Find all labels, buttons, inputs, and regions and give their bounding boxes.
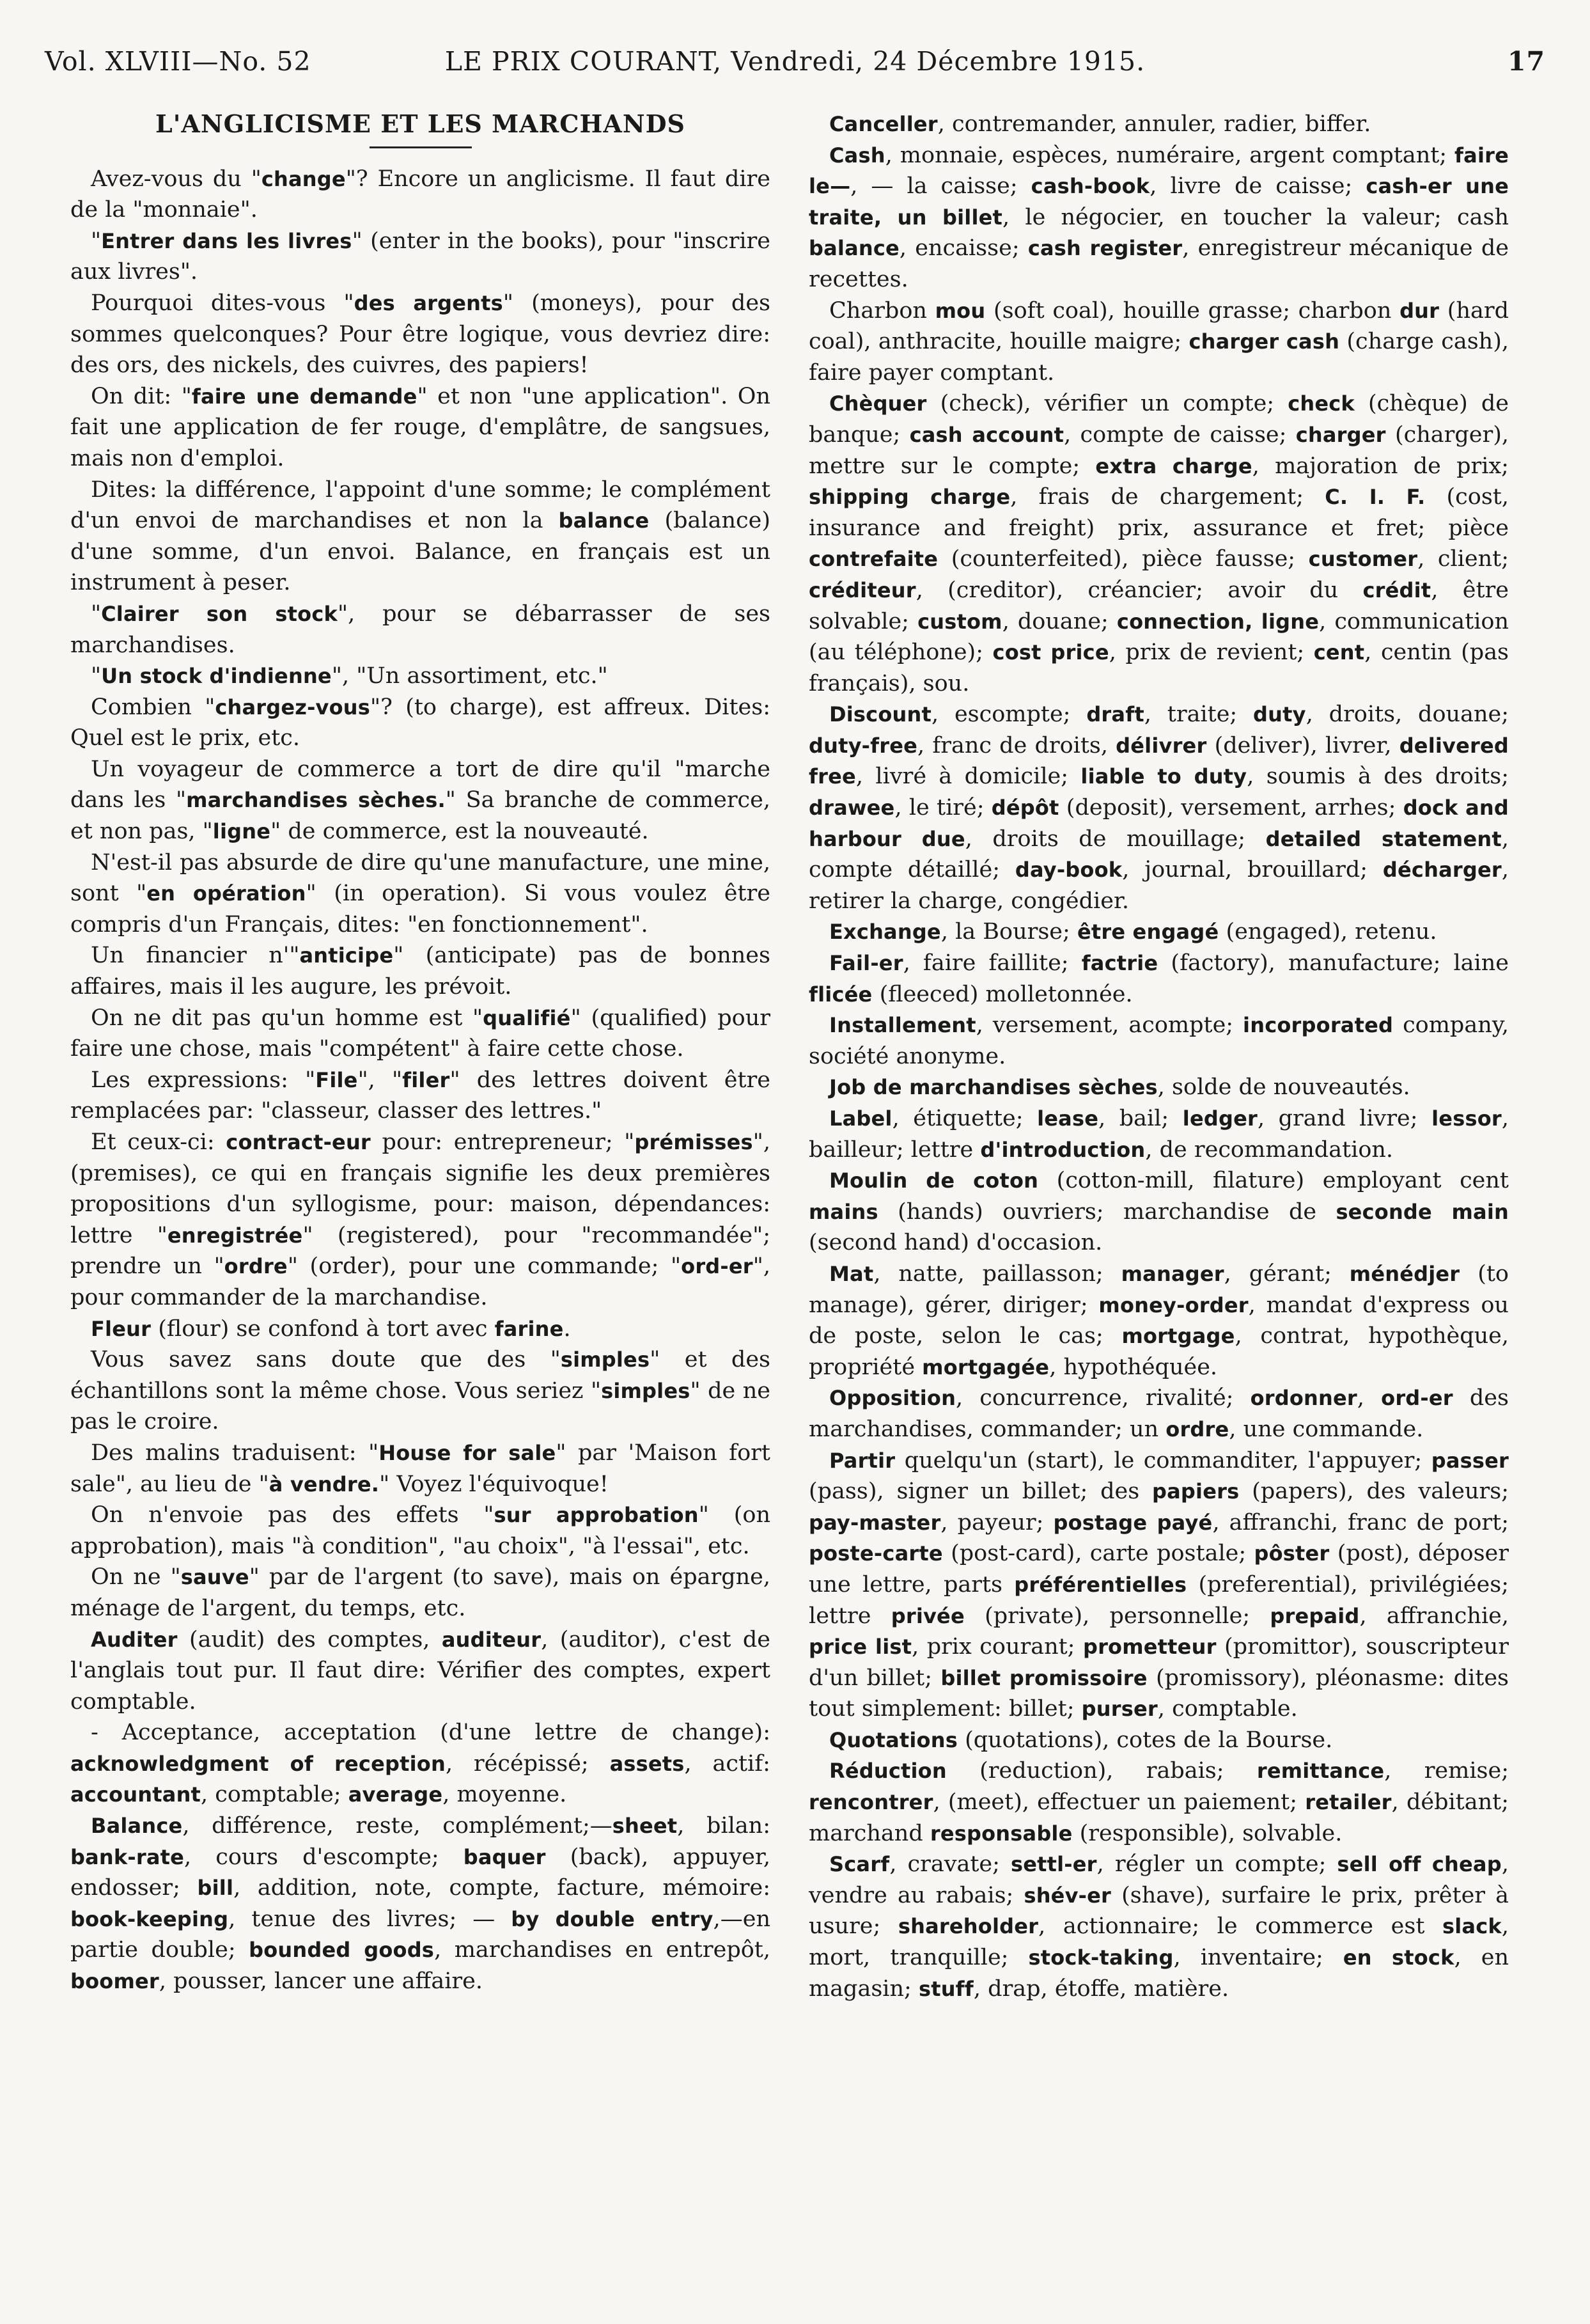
- article-paragraph: On ne "sauve" par de l'argent (to save), mais on épargne, ménage de l'argent, du temps, etc.: [70, 1564, 770, 1621]
- article-paragraph: Installement, versement, acompte; incorporated company, société anonyme.: [809, 1012, 1509, 1069]
- article-paragraph: Discount, escompte; draft, traite; duty, droits, douane; duty-free, franc de droits, délivrer (deliver), livrer, delivered free, livré à domicile; liable to duty, soumis à des droits; drawee, le tiré; dépôt (deposit), versement, arrhes; dock and harbour due, droits de mouillage; detailed statement, compte détaillé; day-book, journal, brouillard; décharger, retirer la charge, congédier.: [809, 702, 1509, 914]
- right-column: [809, 109, 1509, 2004]
- article-paragraph: Un financier n'"anticipe" (anticipate) pas de bonnes affaires, mais il les augure, les prévoit.: [70, 943, 770, 1000]
- article-paragraph: Les expressions: "File", "filer" des lettres doivent être remplacées par: "classeur, classer des lettres.": [70, 1067, 771, 1124]
- article-paragraph: Scarf, cravate; settl-er, régler un compte; sell off cheap, vendre au rabais; shév-er (shave), surfaire le prix, prêter à usure; shareholder, actionnaire; le commerce est slack, mort, tranquille; stock-taking, inventaire; en stock, en magasin; stuff, drap, étoffe, matière.: [809, 1851, 1509, 2002]
- article-paragraph: Quotations (quotations), cotes de la Bourse.: [829, 1727, 1333, 1753]
- article-paragraph: Et ceux-ci: contract-eur pour: entrepreneur; "prémisses", (premises), ce qui en français signifie les deux premières propositions d'un syllogisme, pour: maison, dépendances: lettre "enregistrée" (registered), pour "recommandée"; prendre un "ordre" (order), pour une commande; "ord-er", pour commander de la marchandise.: [70, 1129, 771, 1310]
- volume-number: Vol. XLVIII—No. 52: [45, 46, 311, 77]
- article-paragraph: Des malins traduisent: "House for sale" par 'Maison fort sale", au lieu de "à vendre." Voyez l'équivoque!: [70, 1440, 770, 1497]
- article-paragraph: Moulin de coton (cotton-mill, filature) employant cent mains (hands) ouvriers; marchandise de seconde main (second hand) d'occasion.: [809, 1168, 1509, 1256]
- article-paragraph: Exchange, la Bourse; être engagé (engaged), retenu.: [829, 919, 1437, 945]
- article-paragraph: N'est-il pas absurde de dire qu'une manufacture, une mine, sont "en opération" (in operation). Si vous voulez être compris d'un Français, dites: "en fonctionnement".: [70, 849, 770, 938]
- masthead: LE PRIX COURANT, Vendredi, 24 Décembre 1915.: [444, 46, 1146, 77]
- left-column-body: [70, 164, 770, 1997]
- article-paragraph: Pourquoi dites-vous "des argents" (moneys), pour des sommes quelconques? Pour être logique, vous devriez dire: des ors, des nickels, des cuivres, des papiers!: [70, 290, 770, 379]
- article-paragraph: On ne dit pas qu'un homme est "qualifié" (qualified) pour faire une chose, mais "compétent" à faire cette chose.: [70, 1005, 770, 1062]
- article-paragraph: Canceller, contremander, annuler, radier, biffer.: [829, 111, 1371, 137]
- article-paragraph: Job de marchandises sèches, solde de nouveautés.: [829, 1074, 1410, 1101]
- article-paragraph: Balance, différence, reste, complément;—sheet, bilan: bank-rate, cours d'escompte; baquer (back), appuyer, endosser; bill, addition, note, compte, facture, mémoire: book-keeping, tenue des livres; — by double entry,—en partie double; bounded goods, marchandises en entrepôt, boomer, pousser, lancer une affaire.: [70, 1813, 771, 1995]
- title-rule: [370, 146, 472, 148]
- article-paragraph: Opposition, concurrence, rivalité; ordonner, ord-er des marchandises, commander; un ordre, une commande.: [809, 1385, 1509, 1442]
- article-paragraph: Mat, natte, paillasson; manager, gérant; ménédjer (to manage), gérer, diriger; money-order, mandat d'express ou de poste, selon le cas; mortgage, contrat, hypothèque, propriété mortgagée, hypothéquée.: [809, 1260, 1509, 1380]
- article-paragraph: Chèquer (check), vérifier un compte; check (chèque) de banque; cash account, compte de caisse; charger (charger), mettre sur le compte; extra charge, majoration de prix; shipping charge, frais de chargement; C. I. F. (cost, insurance and freight) prix, assurance et fret; pièce contrefaite (counterfeited), pièce fausse; customer, client; créditeur, (creditor), créancier; avoir du crédit, être solvable; custom, douane; connection, ligne, communication (au téléphone); cost price, prix de revient; cent, centin (pas français), sou.: [809, 391, 1509, 696]
- article-paragraph: Combien "chargez-vous"? (to charge), est affreux. Dites: Quel est le prix, etc.: [70, 694, 770, 751]
- article-paragraph: Fleur (flour) se confond à tort avec farine.: [91, 1315, 571, 1342]
- article-title: L'ANGLICISME ET LES MARCHANDS: [155, 109, 685, 138]
- article-paragraph: "Clairer son stock", pour se débarrasser de ses marchandises.: [70, 601, 770, 658]
- article-paragraph: Label, étiquette; lease, bail; ledger, grand livre; lessor, bailleur; lettre d'introduction, de recommandation.: [809, 1106, 1509, 1163]
- article-paragraph: On n'envoie pas des effets "sur approbation" (on approbation), mais "à condition", "au choix", "à l'essai", etc.: [70, 1502, 771, 1559]
- article-paragraph: Partir quelqu'un (start), le commanditer, l'appuyer; passer (pass), signer un billet; des papiers (papers), des valeurs; pay-master, payeur; postage payé, affranchi, franc de port; poste-carte (post-card), carte postale; pôster (post), déposer une lettre, parts préférentielles (preferential), privilégiées; lettre privée (private), personnelle; prepaid, affranchie, price list, prix courant; prometteur (promittor), souscripteur d'un billet; billet promissoire (promissory), pléonasme: dites tout simplement: billet; purser, comptable.: [809, 1447, 1509, 1722]
- article-paragraph: On dit: "faire une demande" et non "une application". On fait une application de fer rouge, d'emplâtre, de sangsues, mais non d'emploi.: [70, 383, 770, 471]
- article-paragraph: Avez-vous du "change"? Encore un anglicisme. Il faut dire de la "monnaie".: [70, 166, 770, 223]
- article-paragraph: Réduction (reduction), rabais; remittance, remise; rencontrer, (meet), effectuer un paiement; retailer, débitant; marchand responsable (responsible), solvable.: [809, 1758, 1509, 1846]
- page-number: 17: [1507, 46, 1545, 77]
- right-column-body: [809, 109, 1509, 2004]
- page-header: [45, 46, 1545, 84]
- article-paragraph: Vous savez sans doute que des "simples" et des échantillons sont la même chose. Vous seriez "simples" de ne pas le croire.: [70, 1347, 770, 1435]
- article-paragraph: Dites: la différence, l'appoint d'une somme; le complément d'un envoi de marchandises et non la balance (balance) d'une somme, d'un envoi. Balance, en français est un instrument à peser.: [70, 476, 770, 596]
- article-paragraph: Cash, monnaie, espèces, numéraire, argent comptant; faire le—, — la caisse; cash-book, livre de caisse; cash-er une traite, un billet, le négocier, en toucher la valeur; cash balance, encaisse; cash register, enregistreur mécanique de recettes.: [809, 142, 1509, 292]
- article-paragraph: "Entrer dans les livres" (enter in the books), pour "inscrire aux livres".: [70, 228, 770, 285]
- article-paragraph: - Acceptance, acceptation (d'une lettre de change): acknowledgment of reception, récépissé; assets, actif: accountant, comptable; average, moyenne.: [70, 1720, 770, 1808]
- article-paragraph: Charbon mou (soft coal), houille grasse; charbon dur (hard coal), anthracite, houille maigre; charger cash (charge cash), faire payer comptant.: [809, 297, 1509, 386]
- article-paragraph: Un voyageur de commerce a tort de dire qu'il "marche dans les "marchandises sèches." Sa branche de commerce, et non pas, "ligne" de commerce, est la nouveauté.: [70, 756, 770, 845]
- article-paragraph: "Un stock d'indienne", "Un assortiment, etc.": [91, 663, 608, 689]
- article-paragraph: Fail-er, faire faillite; factrie (factory), manufacture; laine flicée (fleeced) molletonnée.: [809, 950, 1509, 1007]
- article-paragraph: Auditer (audit) des comptes, auditeur, (auditor), c'est de l'anglais tout pur. Il faut dire: Vérifier des comptes, expert comptable.: [70, 1626, 770, 1715]
- left-column: [70, 109, 770, 1997]
